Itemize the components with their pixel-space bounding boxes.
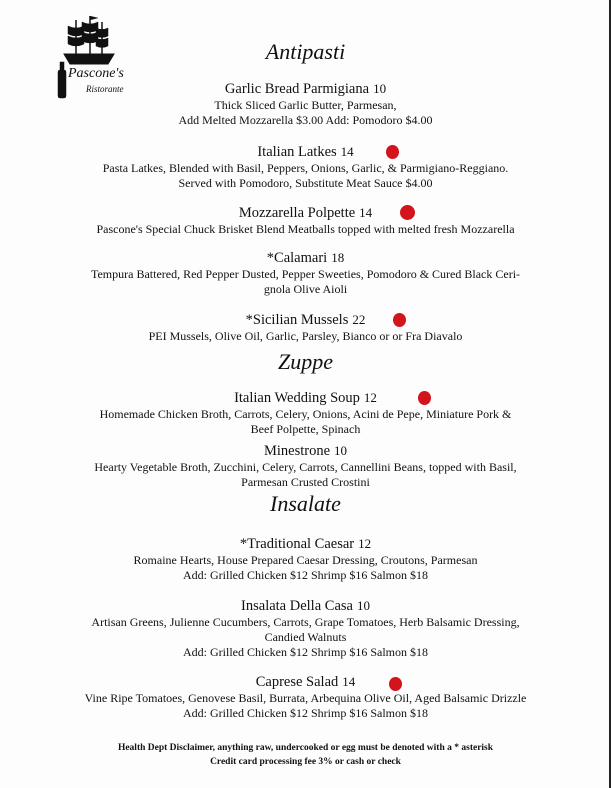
item-description: Served with Pomodoro, Substitute Meat Sauce $4.00 <box>178 176 433 190</box>
item-description: Add: Grilled Chicken $12 Shrimp $16 Salmon $18 <box>183 645 428 659</box>
red-marker-dot <box>418 391 431 405</box>
menu-item-minestrone <box>0 442 611 490</box>
item-name: Insalata Della Casa <box>241 598 353 614</box>
item-price: 10 <box>334 443 348 458</box>
item-price: 10 <box>356 598 370 613</box>
menu-item-caprese-salad <box>0 673 611 721</box>
item-description: Candied Walnuts <box>264 630 347 644</box>
item-price: 10 <box>373 81 387 96</box>
item-description: Pasta Latkes, Blended with Basil, Peppers, Onions, Garlic, & Parmigiano-Reggiano. <box>102 161 509 175</box>
item-description: Homemade Chicken Broth, Carrots, Celery, Onions, Acini de Pepe, Miniature Pork & <box>99 407 512 421</box>
item-name: *Calamari <box>266 250 328 266</box>
item-description: Artisan Greens, Julienne Cucumbers, Carrots, Grape Tomatoes, Herb Balsamic Dressing, <box>91 615 520 629</box>
section-title-insalate: Insalate <box>270 491 341 516</box>
item-name: Italian Latkes <box>257 144 337 160</box>
item-price: 12 <box>358 536 372 551</box>
item-description: Thick Sliced Garlic Butter, Parmesan, <box>214 98 397 112</box>
item-description: Parmesan Crusted Crostini <box>241 475 370 489</box>
menu-item-italian-latkes <box>0 143 611 191</box>
item-name: *Traditional Caesar <box>239 536 355 552</box>
red-marker-dot <box>393 313 406 327</box>
item-price: 14 <box>340 144 354 159</box>
logo-name: Pascone's <box>68 66 124 81</box>
item-description: Pascone's Special Chuck Brisket Blend Meatballs topped with melted fresh Mozzarella <box>96 222 515 236</box>
menu-item-traditional-caesar <box>0 535 611 583</box>
section-title-zuppe: Zuppe <box>278 349 333 374</box>
menu-item-calamari <box>0 249 611 297</box>
item-description: Tempura Battered, Red Pepper Dusted, Pepper Sweeties, Pomodoro & Cured Black Ceri- <box>90 267 521 281</box>
item-description: gnola Olive Aioli <box>263 282 348 296</box>
item-name: Italian Wedding Soup <box>234 390 360 406</box>
menu-item-mozzarella-polpette <box>0 204 611 237</box>
item-price: 14 <box>342 674 356 689</box>
red-marker-dot <box>389 677 402 691</box>
item-name: Caprese Salad <box>255 674 339 690</box>
item-description: Beef Polpette, Spinach <box>250 422 361 436</box>
item-price: 14 <box>359 205 373 220</box>
red-marker-dot <box>386 145 399 159</box>
item-name: Mozzarella Polpette <box>238 205 356 221</box>
item-price: 22 <box>352 312 366 327</box>
item-name: Minestrone <box>263 443 331 459</box>
menu-item-garlic-bread <box>0 80 611 128</box>
health-disclaimer: Health Dept Disclaimer, anything raw, undercooked or egg must be denoted with a * asterisk <box>117 743 494 753</box>
item-description: Hearty Vegetable Broth, Zucchini, Celery, Carrots, Cannellini Beans, topped with Basil, <box>94 460 517 474</box>
menu-item-sicilian-mussels <box>0 311 611 344</box>
item-name: *Sicilian Mussels <box>245 312 349 328</box>
item-description: Add: Grilled Chicken $12 Shrimp $16 Salmon $18 <box>183 568 428 582</box>
item-description: Add Melted Mozzarella $3.00 Add: Pomodoro $4.00 <box>178 113 433 127</box>
item-name: Garlic Bread Parmigiana <box>224 81 370 97</box>
menu-item-insalata-della-casa <box>0 597 611 660</box>
item-price: 12 <box>363 390 377 405</box>
item-description: Vine Ripe Tomatoes, Genovese Basil, Burrata, Arbequina Olive Oil, Aged Balsamic Drizzle <box>84 691 527 705</box>
card-fee-note: Credit card processing fee 3% or cash or check <box>210 757 401 767</box>
red-marker-dot <box>400 205 415 220</box>
item-description: Romaine Hearts, House Prepared Caesar Dressing, Croutons, Parmesan <box>133 553 478 567</box>
item-description: Add: Grilled Chicken $12 Shrimp $16 Salmon $18 <box>183 706 428 720</box>
logo-subtitle: Ristorante <box>86 84 124 94</box>
menu-item-wedding-soup <box>0 389 611 437</box>
section-title-antipasti: Antipasti <box>265 39 346 64</box>
item-price: 18 <box>331 250 345 265</box>
item-description: PEI Mussels, Olive Oil, Garlic, Parsley, Bianco or or Fra Diavalo <box>148 329 463 343</box>
